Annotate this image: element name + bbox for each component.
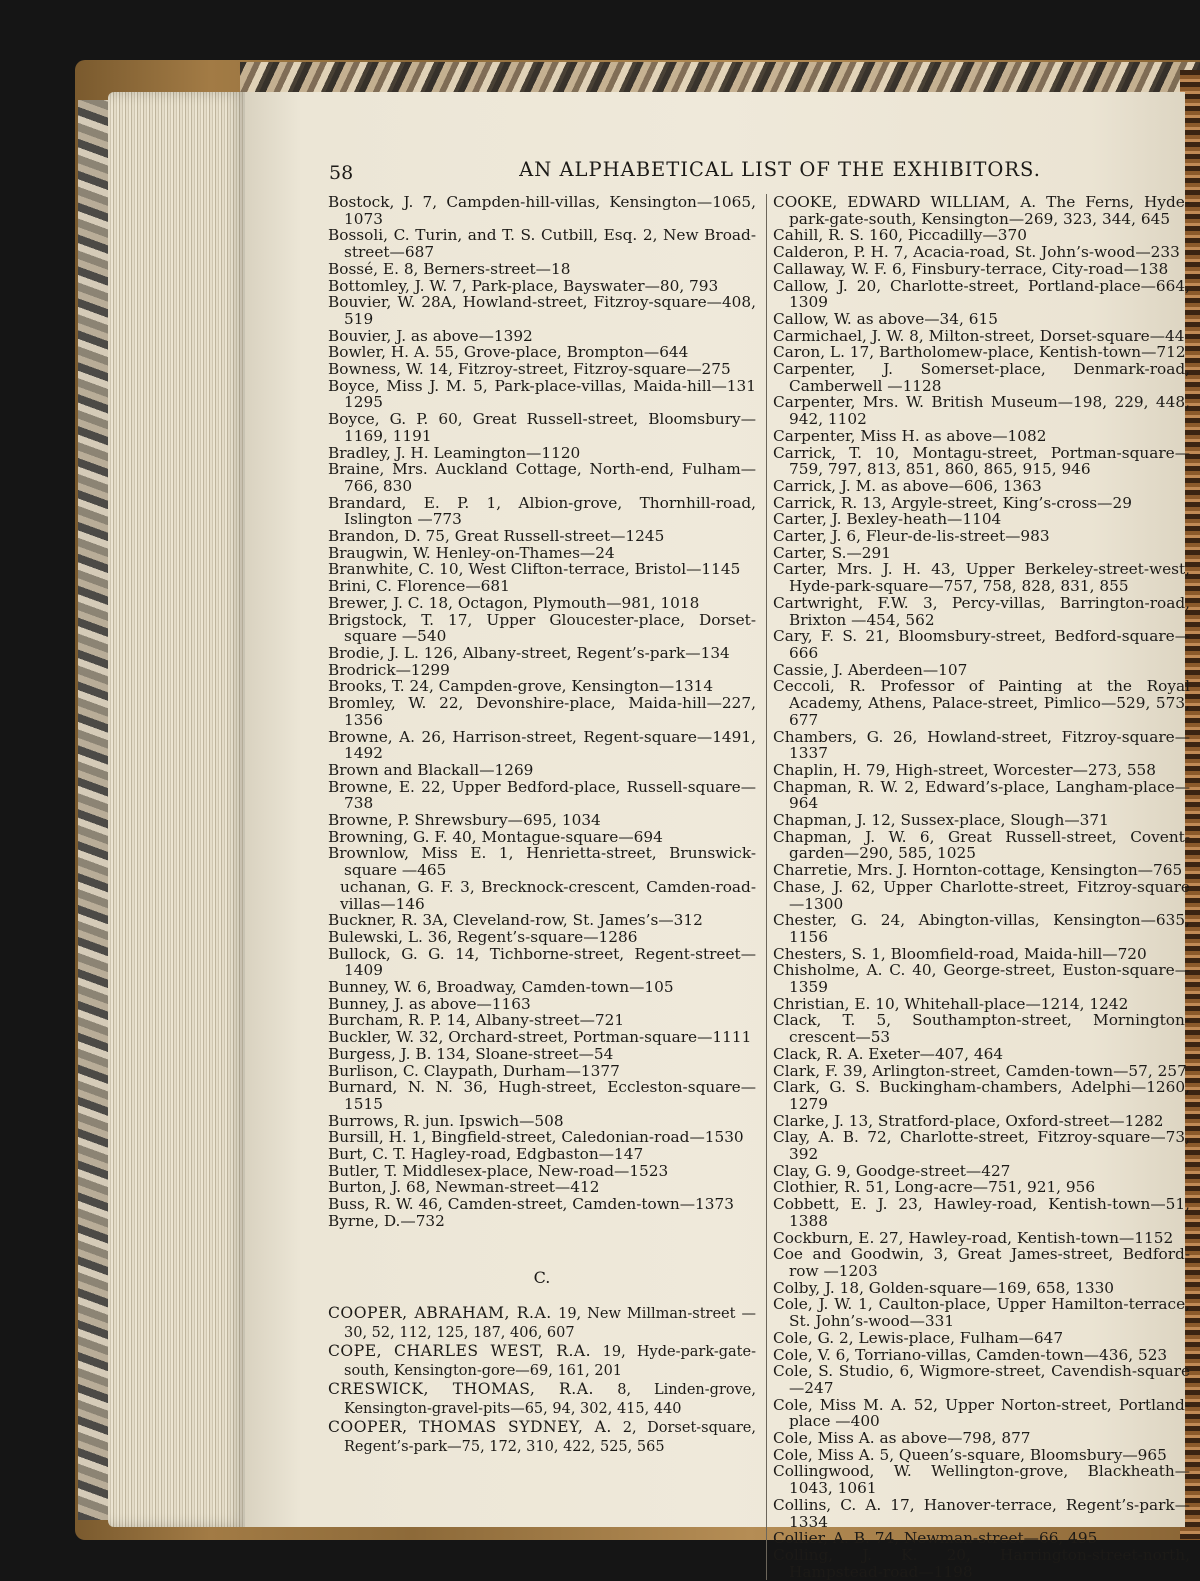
- exhibitor-entry: Burgess, J. B. 134, Sloane-street—54: [328, 1044, 614, 1063]
- exhibitor-entry: Cartwright, F.W. 3, Percy-villas, Barrington-road, Brixton —454, 562: [773, 593, 1190, 629]
- exhibitor-entry: Clack, T. 5, Southampton-street, Mornington-crescent—53: [773, 1011, 1190, 1047]
- right-entry-list: [773, 194, 1190, 1580]
- exhibitor-entry: Cole, G. 2, Lewis-place, Fulham—647: [773, 1328, 1064, 1347]
- exhibitor-entry: Chase, J. 62, Upper Charlotte-street, Fitzroy-square—1300: [773, 877, 1190, 913]
- exhibitor-entry: Bunney, J. as above—1163: [328, 994, 531, 1013]
- exhibitor-entry: Carter, Mrs. J. H. 43, Upper Berkeley-street-west, Hyde-park-square—757, 758, 828, 831, 855: [773, 560, 1190, 596]
- exhibitor-entry: Brown and Blackall—1269: [328, 760, 534, 779]
- exhibitor-entry: Burnard, N. N. 36, Hugh-street, Eccleston-square—1515: [328, 1078, 756, 1113]
- exhibitor-entry: Braine, Mrs. Auckland Cottage, North-end, Fulham—766, 830: [328, 460, 756, 495]
- page-block-edge: [108, 92, 248, 1527]
- exhibitor-entry: Collingwood, W. Wellington-grove, Blackheath—1043, 1061: [773, 1462, 1190, 1498]
- exhibitor-entry: Callow, W. as above—34, 615: [773, 309, 998, 328]
- exhibitor-entry: Clark, G. S. Buckingham-chambers, Adelphi—1260, 1279: [773, 1078, 1190, 1113]
- exhibitor-entry: Brownlow, Miss E. 1, Henrietta-street, Brunswick-square —465: [328, 844, 756, 880]
- exhibitor-entry: Callow, J. 20, Charlotte-street, Portland-place—664, 1309: [773, 276, 1190, 312]
- exhibitor-entry: Cole, Miss M. A. 52, Upper Norton-street, Portland-place —400: [773, 1395, 1190, 1431]
- exhibitor-entry: Burcham, R. P. 14, Albany-street—721: [328, 1011, 625, 1030]
- exhibitor-entry: Cary, F. S. 21, Bloomsbury-street, Bedford-square—666: [773, 627, 1190, 662]
- exhibitor-entry: Caron, L. 17, Bartholomew-place, Kentish-town—712: [773, 343, 1186, 362]
- exhibitor-entry: Callaway, W. F. 6, Finsbury-terrace, City-road—138: [773, 259, 1169, 278]
- exhibitor-entry: Chisholme, A. C. 40, George-street, Euston-square—1359: [773, 961, 1190, 997]
- exhibitor-entry: Brandard, E. P. 1, Albion-grove, Thornhill-road, Islington —773: [328, 493, 756, 529]
- exhibitor-entry: Branwhite, C. 10, West Clifton-terrace, Bristol—1145: [328, 560, 741, 579]
- exhibitor-entry: Buckner, R. 3A, Cleveland-row, St. James’s—312: [328, 911, 703, 930]
- exhibitor-entry: Ceccoli, R. Professor of Painting at the Royal Academy, Athens, Palace-street, Pimlico—529, 573, 677: [773, 677, 1190, 729]
- exhibitor-entry: COOKE, EDWARD WILLIAM, A. The Ferns, Hyde-park-gate-south, Kensington—269, 323, 344, 645: [773, 193, 1190, 228]
- exhibitor-entry: Bullock, G. G. 14, Tichborne-street, Regent-street—1409: [328, 944, 756, 980]
- exhibitor-entry: Bowler, H. A. 55, Grove-place, Brompton—644: [328, 343, 689, 362]
- exhibitor-entry: Carpenter, Mrs. W. British Museum—198, 229, 448, 942, 1102: [773, 393, 1190, 429]
- exhibitor-entry: Clothier, R. 51, Long-acre—751, 921, 956: [773, 1178, 1096, 1197]
- exhibitor-entry: Brigstock, T. 17, Upper Gloucester-place, Dorset-square —540: [328, 610, 756, 646]
- exhibitor-entry: Boyce, G. P. 60, Great Russell-street, Bloomsbury—1169, 1191: [328, 410, 756, 445]
- exhibitor-entry: Browning, G. F. 40, Montague-square—694: [328, 827, 663, 846]
- academician-detail: 19, New Millman-street —30, 52, 112, 125, 187, 406, 607: [344, 1306, 756, 1342]
- exhibitor-entry: Browne, E. 22, Upper Bedford-place, Russell-square—738: [328, 777, 756, 813]
- exhibitor-entry: Colling, J. K. 20, Harrington-street-north, Hampstead-road—1198: [773, 1545, 1190, 1581]
- exhibitor-entry: Cahill, R. S. 160, Piccadilly—370: [773, 226, 1027, 245]
- exhibitor-entry: Burrows, R. jun. Ipswich—508: [328, 1111, 564, 1130]
- exhibitor-entry: Cole, V. 6, Torriano-villas, Camden-town—436, 523: [773, 1345, 1168, 1364]
- exhibitor-entry: Bradley, J. H. Leamington—1120: [328, 443, 581, 462]
- exhibitor-entry: Chesters, S. 1, Bloomfield-road, Maida-hill—720: [773, 944, 1147, 963]
- left-entry-list: [328, 194, 756, 1230]
- exhibitor-entry: Brodrick—1299: [328, 660, 450, 679]
- exhibitor-entry: Colby, J. 18, Golden-square—169, 658, 1330: [773, 1278, 1115, 1297]
- page-number: 58: [329, 162, 354, 184]
- exhibitor-entry: Calderon, P. H. 7, Acacia-road, St. John’s-wood—233: [773, 243, 1180, 262]
- page-heading: AN ALPHABETICAL LIST OF THE EXHIBITORS.: [519, 158, 1041, 181]
- exhibitor-entry: Burton, J. 68, Newman-street—412: [328, 1178, 600, 1197]
- exhibitor-entry: uchanan, G. F. 3, Brecknock-crescent, Camden-road-villas—146: [340, 877, 756, 913]
- academician-name: COOPER, ABRAHAM, R.A.: [328, 1304, 552, 1323]
- exhibitor-entry: Butler, T. Middlesex-place, New-road—1523: [328, 1161, 669, 1180]
- exhibitor-entry: Collier, A. B. 74, Newman-street—66, 495: [773, 1529, 1098, 1548]
- exhibitor-entry: Brodie, J. L. 126, Albany-street, Regent’s-park—134: [328, 643, 730, 662]
- exhibitor-entry: Cole, S. Studio, 6, Wigmore-street, Cavendish-square—247: [773, 1362, 1190, 1397]
- exhibitor-entry: Buss, R. W. 46, Camden-street, Camden-town—1373: [328, 1195, 734, 1214]
- exhibitor-entry: Carter, J. Bexley-heath—1104: [773, 510, 1002, 529]
- exhibitor-entry: Cassie, J. Aberdeen—107: [773, 660, 968, 679]
- academician-entry: [328, 1342, 756, 1380]
- exhibitor-entry: Bouvier, J. as above—1392: [328, 326, 533, 345]
- exhibitor-entry: Byrne, D.—732: [328, 1211, 445, 1230]
- exhibitor-entry: Burlison, C. Claypath, Durham—1377: [328, 1061, 620, 1080]
- exhibitor-entry: Clay, G. 9, Goodge-street—427: [773, 1161, 1011, 1180]
- exhibitor-entry: Bursill, H. 1, Bingfield-street, Caledonian-road—1530: [328, 1128, 744, 1147]
- exhibitor-entry: Chaplin, H. 79, High-street, Worcester—273, 558: [773, 760, 1157, 779]
- academician-detail: 19, Hyde-park-gate-south, Kensington-gore—69, 161, 201: [344, 1344, 756, 1380]
- academician-entry-list: [328, 1304, 756, 1456]
- academician-detail: 2, Dorset-square, Regent’s-park—75, 172, 310, 422, 525, 565: [344, 1420, 756, 1456]
- exhibitor-entry: Browne, P. Shrewsbury—695, 1034: [328, 811, 601, 830]
- left-column: [328, 194, 756, 1456]
- academician-name: COOPER, THOMAS SYDNEY, A.: [328, 1418, 612, 1437]
- exhibitor-entry: Bromley, W. 22, Devonshire-place, Maida-hill—227, 1356: [328, 694, 756, 729]
- exhibitor-entry: Bostock, J. 7, Campden-hill-villas, Kensington—1065, 1073: [328, 193, 756, 228]
- exhibitor-entry: Chambers, G. 26, Howland-street, Fitzroy-square—1337: [773, 727, 1190, 763]
- marbled-cover-edge: [78, 100, 108, 1520]
- exhibitor-entry: Bossoli, C. Turin, and T. S. Cutbill, Esq. 2, New Broad-street—687: [328, 226, 756, 262]
- exhibitor-entry: Carter, S.—291: [773, 543, 891, 562]
- exhibitor-entry: Brini, C. Florence—681: [328, 577, 510, 596]
- exhibitor-entry: Clack, R. A. Exeter—407, 464: [773, 1044, 1004, 1063]
- academician-name: COPE, CHARLES WEST, R.A.: [328, 1342, 592, 1361]
- exhibitor-entry: Browne, A. 26, Harrison-street, Regent-square—1491, 1492: [328, 727, 756, 763]
- academician-entry: [328, 1380, 756, 1418]
- academician-detail: 8, Linden-grove, Kensington-gravel-pits—65, 94, 302, 415, 440: [344, 1382, 756, 1418]
- exhibitor-entry: Clark, F. 39, Arlington-street, Camden-town—57, 257: [773, 1061, 1187, 1080]
- exhibitor-entry: Cole, Miss A. 5, Queen’s-square, Bloomsbury—965: [773, 1445, 1167, 1464]
- exhibitor-entry: Carrick, T. 10, Montagu-street, Portman-square—759, 797, 813, 851, 860, 865, 915, 946: [773, 443, 1190, 479]
- exhibitor-entry: Bottomley, J. W. 7, Park-place, Bayswater—80, 793: [328, 276, 719, 295]
- exhibitor-entry: Cockburn, E. 27, Hawley-road, Kentish-town—1152: [773, 1228, 1174, 1247]
- exhibitor-entry: Bulewski, L. 36, Regent’s-square—1286: [328, 927, 638, 946]
- exhibitor-entry: Chester, G. 24, Abington-villas, Kensington—635, 1156: [773, 911, 1190, 946]
- exhibitor-entry: Carter, J. 6, Fleur-de-lis-street—983: [773, 527, 1050, 546]
- exhibitor-entry: Brooks, T. 24, Campden-grove, Kensington—1314: [328, 677, 714, 696]
- right-column: [766, 194, 1190, 1580]
- exhibitor-entry: Boyce, Miss J. M. 5, Park-place-villas, Maida-hill—131 1295: [328, 376, 756, 412]
- exhibitor-entry: Burt, C. T. Hagley-road, Edgbaston—147: [328, 1145, 644, 1164]
- exhibitor-entry: Collins, C. A. 17, Hanover-terrace, Regent’s-park—1334: [773, 1495, 1190, 1531]
- exhibitor-entry: Braugwin, W. Henley-on-Thames—24: [328, 543, 615, 562]
- exhibitor-entry: Carpenter, Miss H. as above—1082: [773, 426, 1047, 445]
- exhibitor-entry: Clarke, J. 13, Stratford-place, Oxford-street—1282: [773, 1111, 1164, 1130]
- exhibitor-entry: Bouvier, W. 28A, Howland-street, Fitzroy-square—408, 519: [328, 293, 756, 328]
- exhibitor-entry: Cobbett, E. J. 23, Hawley-road, Kentish-town—51, 1388: [773, 1195, 1190, 1230]
- exhibitor-entry: Chapman, R. W. 2, Edward’s-place, Langham-place—964: [773, 777, 1190, 813]
- section-letter: C.: [533, 1267, 551, 1287]
- exhibitor-entry: Charretie, Mrs. J. Hornton-cottage, Kensington—765: [773, 861, 1183, 880]
- exhibitor-entry: Carrick, R. 13, Argyle-street, King’s-cross—29: [773, 493, 1132, 512]
- academician-entry: [328, 1418, 756, 1456]
- exhibitor-entry: Christian, E. 10, Whitehall-place—1214, 1242: [773, 994, 1129, 1013]
- academician-entry: [328, 1304, 756, 1342]
- exhibitor-entry: Cole, J. W. 1, Caulton-place, Upper Hamilton-terrace, St. John’s-wood—331: [773, 1295, 1190, 1331]
- exhibitor-entry: Brewer, J. C. 18, Octagon, Plymouth—981, 1018: [328, 593, 700, 612]
- exhibitor-entry: Carpenter, J. Somerset-place, Denmark-road, Camberwell —1128: [773, 360, 1190, 395]
- exhibitor-entry: Bossé, E. 8, Berners-street—18: [328, 259, 571, 278]
- exhibitor-entry: Carrick, J. M. as above—606, 1363: [773, 476, 1042, 495]
- exhibitor-entry: Clay, A. B. 72, Charlotte-street, Fitzroy-square—73, 392: [773, 1128, 1190, 1164]
- exhibitor-entry: Bunney, W. 6, Broadway, Camden-town—105: [328, 978, 674, 997]
- exhibitor-entry: Brandon, D. 75, Great Russell-street—1245: [328, 527, 665, 546]
- exhibitor-entry: Carmichael, J. W. 8, Milton-street, Dorset-square—44: [773, 326, 1185, 345]
- exhibitor-entry: Buckler, W. 32, Orchard-street, Portman-square—1111: [328, 1028, 752, 1047]
- exhibitor-entry: Chapman, J. 12, Sussex-place, Slough—371: [773, 811, 1109, 830]
- exhibitor-entry: Cole, Miss A. as above—798, 877: [773, 1429, 1031, 1448]
- academician-name: CRESWICK, THOMAS, R.A.: [328, 1380, 594, 1399]
- printed-page: [245, 92, 1190, 1581]
- exhibitor-entry: Chapman, J. W. 6, Great Russell-street, Covent-garden—290, 585, 1025: [773, 827, 1190, 863]
- exhibitor-entry: Bowness, W. 14, Fitzroy-street, Fitzroy-square—275: [328, 360, 731, 379]
- exhibitor-entry: Coe and Goodwin, 3, Great James-street, Bedford-row —1203: [773, 1245, 1190, 1280]
